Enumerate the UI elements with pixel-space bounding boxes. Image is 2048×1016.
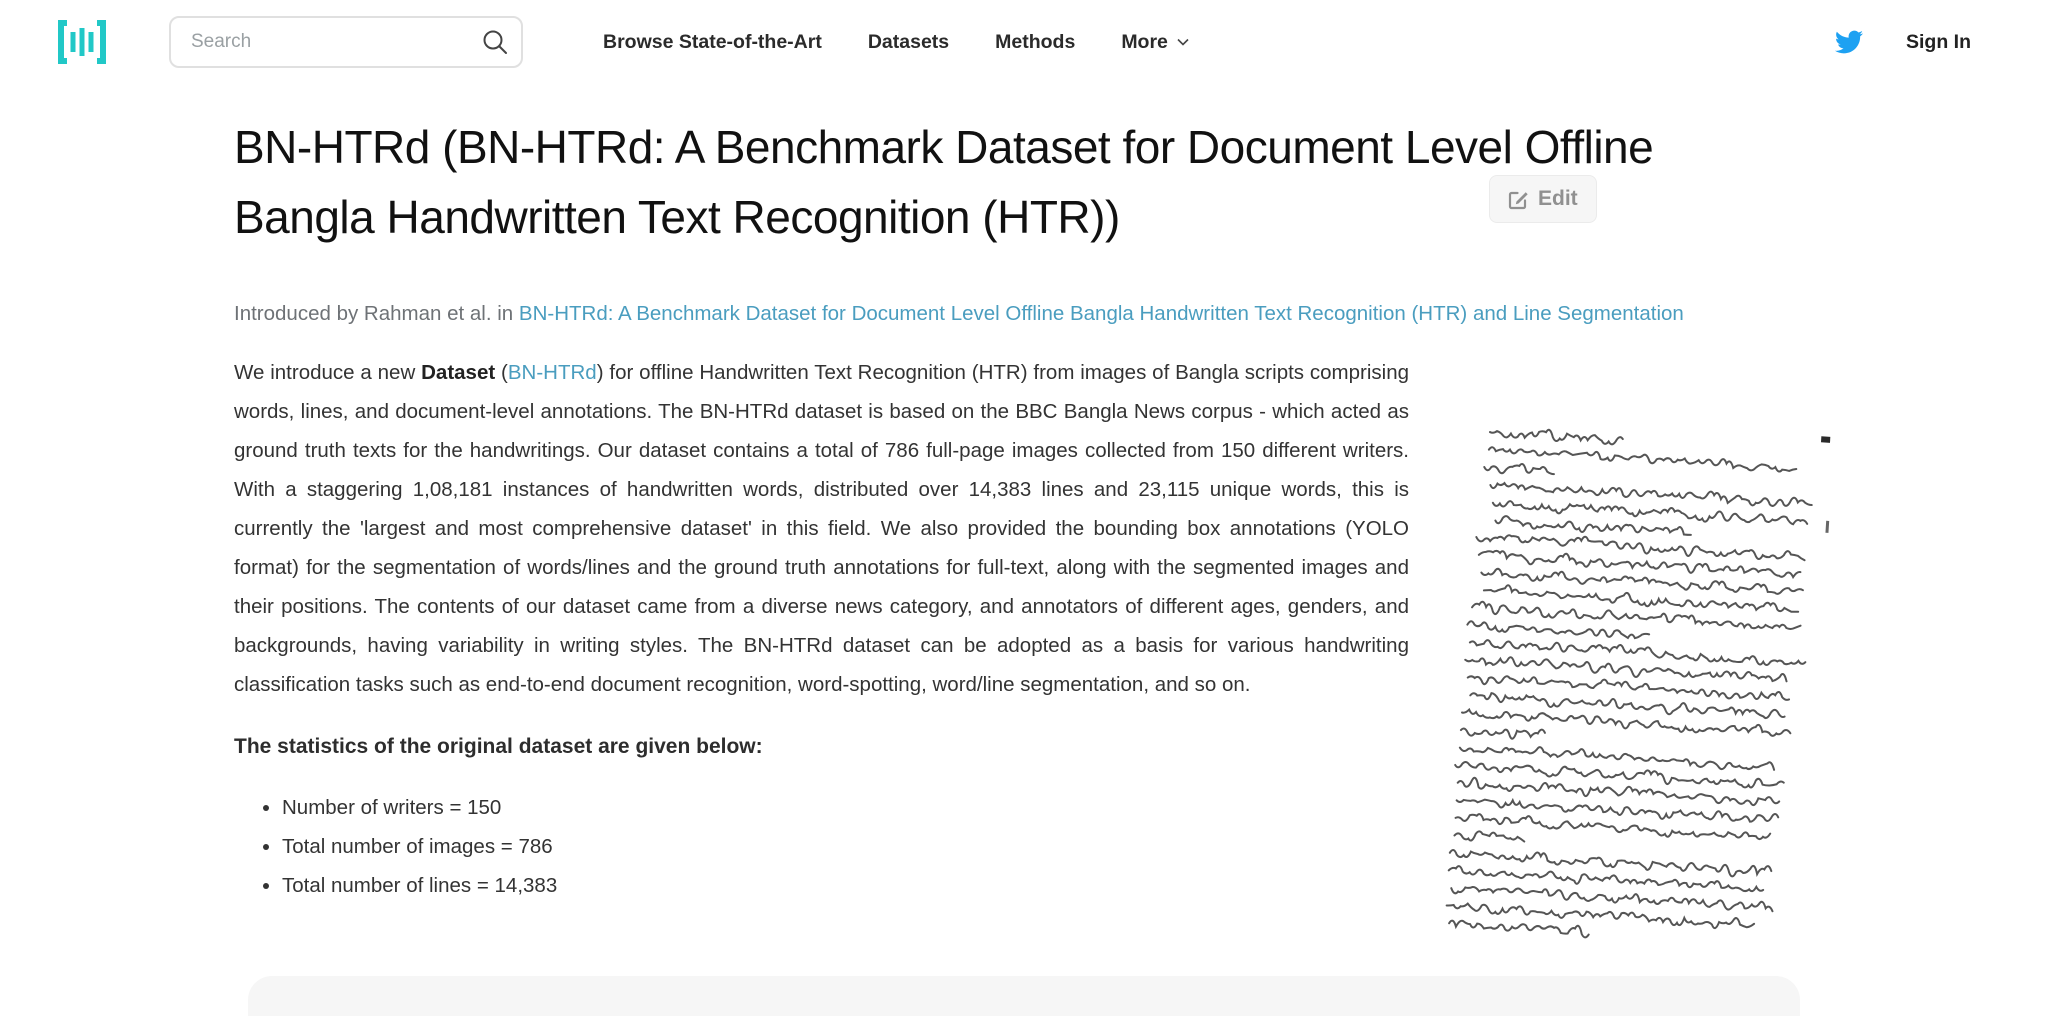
description-bold-dataset: Dataset	[421, 361, 496, 384]
dataset-link[interactable]: BN-HTRd	[507, 361, 597, 384]
chevron-down-icon	[1175, 34, 1191, 50]
content-column	[234, 112, 1734, 905]
stat-lines: • Total number of lines = 14,383	[282, 866, 1334, 905]
next-section-card	[248, 976, 1800, 1016]
dataset-description	[234, 353, 1409, 704]
introduced-by-prefix: Introduced by Rahman et al. in	[234, 302, 519, 325]
twitter-icon[interactable]	[1832, 28, 1866, 56]
stat-writers: • Number of writers = 150	[282, 788, 1334, 827]
search-icon[interactable]	[481, 28, 509, 56]
scan-artifact	[1821, 436, 1830, 443]
nav-browse-sota[interactable]: Browse State-of-the-Art	[603, 30, 822, 53]
nav-methods[interactable]: Methods	[995, 30, 1076, 53]
header-right-group	[1832, 28, 1971, 56]
stats-list	[234, 788, 1334, 905]
scan-artifact	[1825, 521, 1829, 533]
edit-button-label: Edit	[1538, 187, 1578, 210]
nav-more-label: More	[1121, 30, 1168, 53]
introduced-by-line	[234, 297, 1734, 331]
nav-more[interactable]	[1121, 31, 1191, 54]
main-content	[0, 112, 2048, 1001]
stat-images: • Total number of images = 786	[282, 827, 1334, 866]
top-navigation-bar	[0, 0, 2048, 84]
search-input[interactable]	[169, 16, 523, 68]
description-text-1: We introduce a new	[234, 361, 422, 384]
paper-link[interactable]: BN-HTRd: A Benchmark Dataset for Document Level Offline Bangla Handwritten Text Recognition (HTR) and Line Segmentation	[518, 302, 1684, 325]
stats-heading: The statistics of the original dataset are given below:	[234, 735, 763, 758]
search-box	[169, 16, 523, 68]
nav-datasets[interactable]: Datasets	[867, 30, 950, 53]
primary-nav	[603, 31, 1191, 54]
description-paren: (	[495, 361, 508, 384]
description-text-2: ) for offline Handwritten Text Recognition (HTR) from images of Bangla scripts comprising words, lines, and document-level annotations. The BN-HTRd dataset is based on the BBC Bangla News corpus - which acted as ground truth texts for the handwritings. Our dataset contains a total of 786 full-page images collected from 150 different writers. With a staggering 1,08,181 instances of handwritten words, distributed over 14,383 lines and 23,115 unique words, this is currently the 'largest and most comprehensive dataset' in this field. We also provided the bounding box annotations (YOLO format) for the segmentation of words/lines and the ground truth annotations for full-text, along with the segmented images and their positions. The contents of our dataset came from a diverse news category, and annotators of different ages, genders, and backgrounds, having variability in writing styles. The BN-HTRd dataset can be adopted as a basis for various handwriting classification tasks such as end-to-end document recognition, word-spotting, word/line segmentation, and so on.	[234, 361, 1410, 696]
paperswithcode-logo-icon[interactable]	[57, 20, 107, 64]
sign-in-button[interactable]: Sign In	[1906, 30, 1971, 53]
page-title: BN-HTRd (BN-HTRd: A Benchmark Dataset for Document Level Offline Bangla Handwritten Text Recognition (HTR))	[234, 121, 1654, 243]
